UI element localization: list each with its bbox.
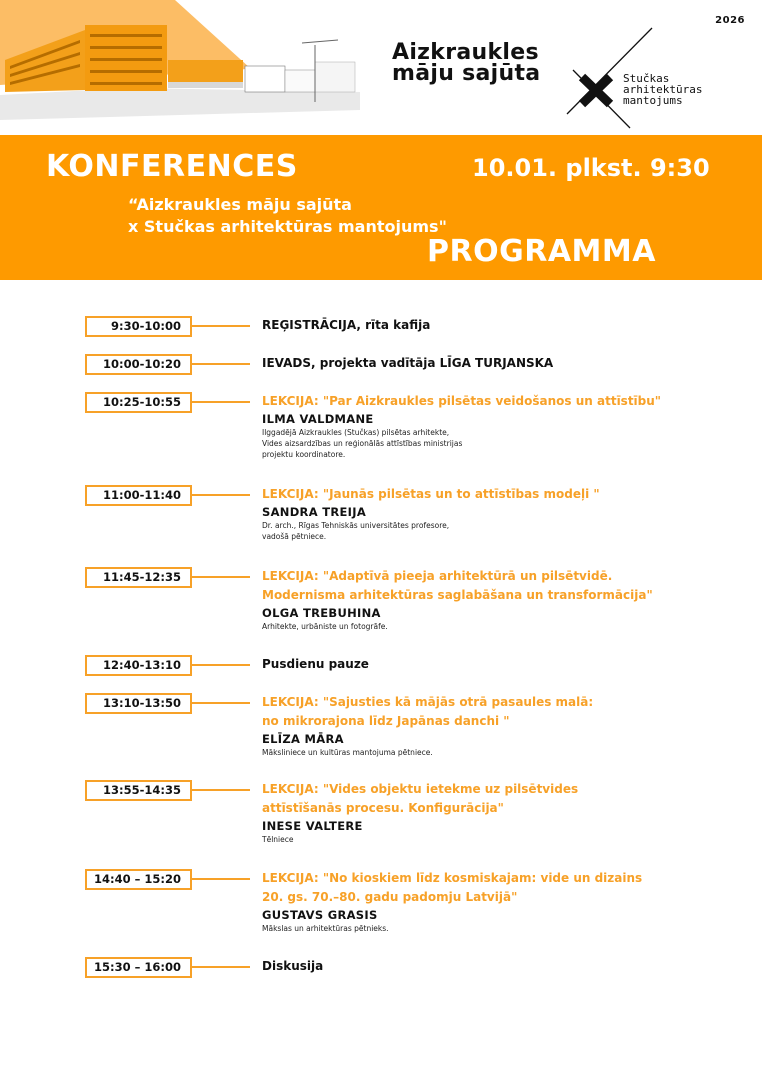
speaker-name: GUSTAVS GRASIS xyxy=(262,908,378,922)
speaker-description: Ilggadējā Aizkraukles (Stučkas) pilsētas arhitekte, Vides aizsardzības un reģionālās attīstības ministrijas projektu koordinatore. xyxy=(262,428,463,459)
item-title: REĢISTRĀCIJA, rīta kafija xyxy=(262,318,431,332)
time-box: 13:55-14:35 xyxy=(85,780,192,801)
lecture-title: LEKCIJA: "Adaptīvā pieeja arhitektūrā un pilsētvidē. xyxy=(262,569,613,583)
connector-line xyxy=(190,363,250,365)
item-title: Pusdienu pauze xyxy=(262,657,369,671)
speaker-description: Tēlniece xyxy=(262,835,294,844)
time-box: 11:00-11:40 xyxy=(85,485,192,506)
speaker-description: Arhitekte, urbāniste un fotogrāfe. xyxy=(262,622,388,631)
lecture-title: LEKCIJA: "Sajusties kā mājās otrā pasaules malā: xyxy=(262,695,594,709)
speaker-name: ELĪZA MĀRA xyxy=(262,732,344,746)
logo-main-text: Aizkraukles māju sajūta xyxy=(392,40,541,86)
connector-line xyxy=(190,966,250,968)
lecture-title-line2: no mikrorajona līdz Japānas danchi " xyxy=(262,714,510,728)
title-band xyxy=(0,135,762,280)
time-box: 9:30-10:00 xyxy=(85,316,192,337)
connector-line xyxy=(190,576,250,578)
speaker-name: SANDRA TREIJA xyxy=(262,505,367,519)
lecture-title: LEKCIJA: "Par Aizkraukles pilsētas veidošanos un attīstību" xyxy=(262,394,662,408)
connector-line xyxy=(190,325,250,327)
lecture-title: LEKCIJA: "No kioskiem līdz kosmiskajam: vide un dizains xyxy=(262,871,643,885)
hero-illustration xyxy=(0,0,360,135)
program-heading: PROGRAMMA xyxy=(427,234,656,269)
connector-line xyxy=(190,401,250,403)
time-box: 10:25-10:55 xyxy=(85,392,192,413)
lecture-title-line2: attīstīšanās procesu. Konfigurācija" xyxy=(262,801,504,815)
lecture-title: LEKCIJA: "Vides objektu ietekme uz pilsētvides xyxy=(262,782,579,796)
year-label: 2026 xyxy=(715,15,745,26)
conference-date: 10.01. plkst. 9:30 xyxy=(472,154,710,182)
connector-line xyxy=(190,702,250,704)
lecture-title: LEKCIJA: "Jaunās pilsētas un to attīstības modeļi " xyxy=(262,487,600,501)
conference-subtitle: “Aizkraukles māju sajūta x Stučkas arhitektūras mantojums" xyxy=(128,195,447,236)
connector-line xyxy=(190,789,250,791)
item-title: IEVADS, projekta vadītāja LĪGA TURJANSKA xyxy=(262,356,554,370)
speaker-description: Māksliniece un kultūras mantojuma pētniece. xyxy=(262,748,433,757)
header-hero xyxy=(0,0,762,135)
connector-line xyxy=(190,878,250,880)
lecture-title-line2: 20. gs. 70.–80. gadu padomju Latvijā" xyxy=(262,890,518,904)
time-box: 13:10-13:50 xyxy=(85,693,192,714)
conference-title: KONFERENCES xyxy=(46,149,298,184)
speaker-name: INESE VALTERE xyxy=(262,819,363,833)
item-title: Diskusija xyxy=(262,959,324,973)
time-box: 10:00-10:20 xyxy=(85,354,192,375)
time-box: 14:40 – 15:20 xyxy=(85,869,192,890)
connector-line xyxy=(190,664,250,666)
lecture-title-line2: Modernisma arhitektūras saglabāšana un transformācija" xyxy=(262,588,653,602)
speaker-name: ILMA VALDMANE xyxy=(262,412,374,426)
logo-sub-text: Stučkas arhitektūras mantojums xyxy=(623,72,703,107)
time-box: 15:30 – 16:00 xyxy=(85,957,192,978)
speaker-description: Mākslas un arhitektūras pētnieks. xyxy=(262,924,389,933)
time-box: 12:40-13:10 xyxy=(85,655,192,676)
speaker-description: Dr. arch., Rīgas Tehniskās universitātes profesore, vadošā pētniece. xyxy=(262,521,450,541)
connector-line xyxy=(190,494,250,496)
speaker-name: OLGA TREBUHINA xyxy=(262,606,381,620)
time-box: 11:45-12:35 xyxy=(85,567,192,588)
